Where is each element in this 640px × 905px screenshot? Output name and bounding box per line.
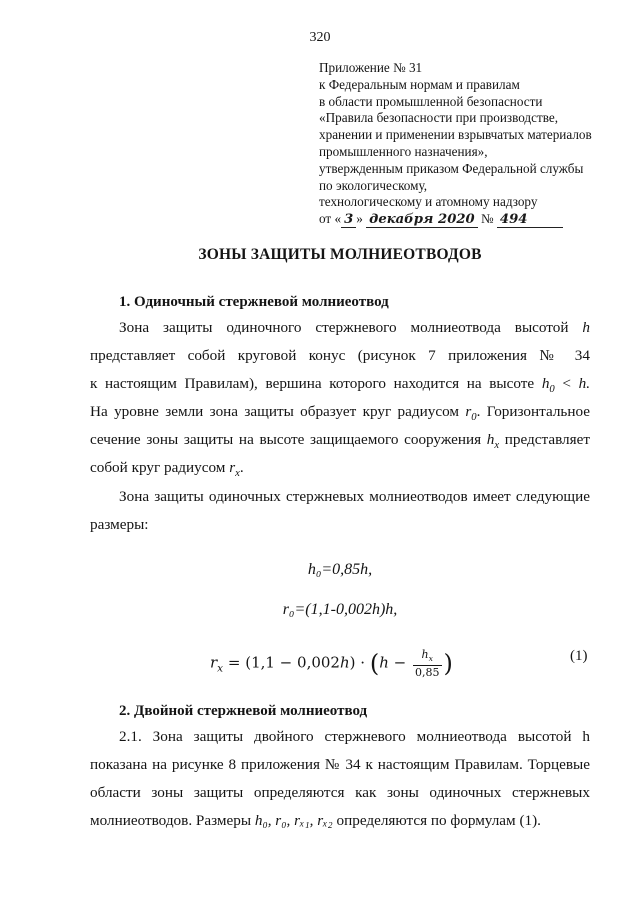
text-line: 2.1. Зона защиты двойного стержневого молниеотвода высотой h	[119, 728, 590, 745]
appendix-line: Приложение № 31	[319, 60, 423, 75]
appendix-line: к Федеральным нормам и правилам	[319, 76, 520, 92]
appendix-line: в области промышленной безопасности	[319, 93, 543, 109]
appendix-header	[319, 60, 619, 231]
text-line: сечение зоны защиты на высоте защищаемого сооружения $h_x$ представляет	[90, 431, 591, 452]
text-line: На уровне земли зона защиты образует круг радиусом $r_0$. Горизонтальное	[90, 403, 590, 424]
formula-r0: r₀=(1,1-0,002h)h,	[282, 601, 398, 618]
appendix-line: «Правила безопасности при производстве,	[319, 110, 559, 126]
date-mid: »	[356, 211, 363, 227]
section-heading: 1. Одиночный стержневой молниеотвод	[119, 294, 389, 310]
formula-number: (1)	[570, 648, 588, 664]
text-line: собой круг радиусом $r_x$.	[90, 459, 244, 480]
text-line: представляет собой круговой конус (рисунок 7 приложения № 34	[90, 347, 590, 364]
date-prefix: от «	[319, 211, 342, 227]
text-line: молниеотводов. Размеры h₀, r₀, rₓ₁, rₓ₂ определяются по формулам (1).	[90, 812, 541, 829]
handwritten-day: 3	[341, 212, 356, 228]
paragraph-3	[90, 723, 590, 835]
handwritten-number: 494	[497, 212, 564, 228]
page-title: ЗОНЫ ЗАЩИТЫ МОЛНИЕОТВОДОВ	[198, 246, 482, 263]
section-heading: 2. Двойной стержневой молниеотвод	[119, 703, 368, 719]
formula-h0: h₀=0,85h,	[307, 561, 373, 578]
appendix-line: утвержденным приказом Федеральной службы	[319, 160, 584, 176]
text-line: размеры:	[90, 516, 149, 533]
page-number: 320	[309, 30, 331, 45]
appendix-line: хранении и применении взрывчатых материалов	[319, 127, 592, 143]
appendix-line: технологическому и атомному надзору	[319, 194, 538, 210]
formula-rx-expression: $r_x = (1,1 - 0,002h) \cdot (h$ − $\frac{h_x}{0,85}$ )	[210, 648, 453, 680]
handwritten-month-year: декабря 2020	[366, 212, 478, 228]
appendix-line: промышленного назначения»,	[319, 143, 488, 159]
fraction: $\frac{h_x}{0,85}$	[415, 648, 440, 680]
paragraph-2	[90, 483, 590, 539]
text-line: к настоящим Правилам), вершина которого находится на высоте $h_0 < h$.	[90, 375, 591, 396]
text-line: области зоны защиты определяются как зоны одиночных стержневых	[90, 784, 590, 801]
formula-rx	[0, 640, 640, 680]
text-line: показана на рисунке 8 приложения № 34 к настоящим Правилам. Торцевые	[90, 756, 590, 773]
text-line: Зона защиты одиночного стержневого молниеотвода высотой h	[119, 319, 590, 336]
number-prefix: №	[481, 211, 494, 227]
text-line: Зона защиты одиночных стержневых молниеотводов имеет следующие	[119, 488, 590, 505]
appendix-line: по экологическому,	[319, 177, 428, 193]
paragraph-1	[90, 314, 590, 482]
order-date-line	[319, 211, 619, 231]
